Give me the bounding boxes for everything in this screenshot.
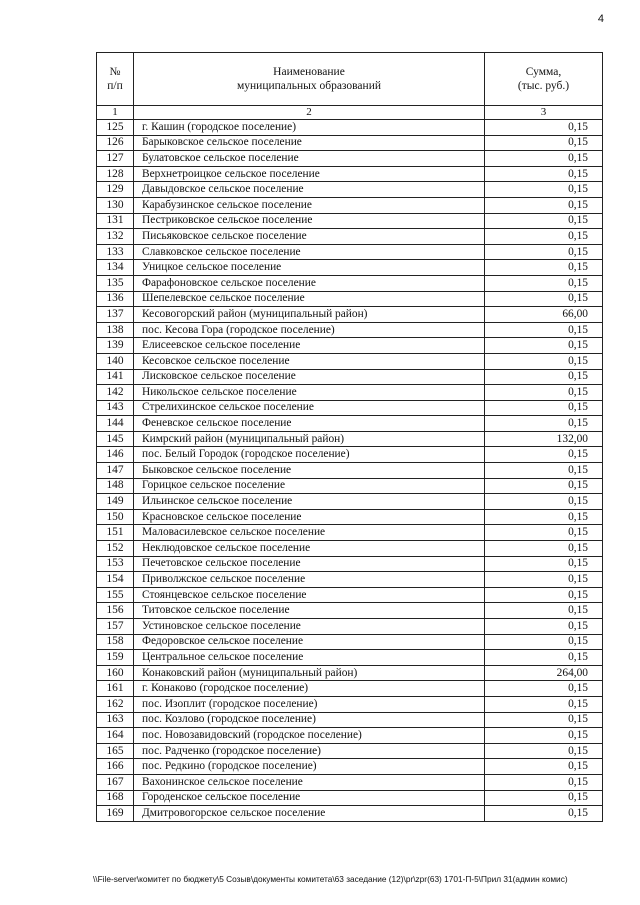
- row-number: 167: [97, 774, 134, 790]
- row-sum: 0,15: [485, 478, 603, 494]
- table-row: [97, 665, 603, 681]
- table-row: [97, 759, 603, 775]
- row-name: Давыдовское сельское поселение: [134, 182, 485, 198]
- row-number: 158: [97, 634, 134, 650]
- row-sum: 264,00: [485, 665, 603, 681]
- row-number: 163: [97, 712, 134, 728]
- row-sum: 0,15: [485, 774, 603, 790]
- table-row: [97, 541, 603, 557]
- header-name-line1: Наименование: [273, 66, 345, 78]
- table-row: [97, 712, 603, 728]
- row-number: 168: [97, 790, 134, 806]
- row-sum: 0,15: [485, 353, 603, 369]
- table-row: [97, 806, 603, 822]
- row-number: 126: [97, 135, 134, 151]
- row-number: 146: [97, 447, 134, 463]
- column-number-1: 1: [97, 106, 134, 120]
- row-name: Кесовское сельское поселение: [134, 353, 485, 369]
- row-number: 155: [97, 587, 134, 603]
- table-row: [97, 120, 603, 136]
- footer-file-path: \\File-server\комитет по бюджету\5 Созыв\документы комитета\63 заседание (12)\pr\zpr(63) 1701-П-5\Прил 31(админ комис): [93, 874, 568, 884]
- table-row: [97, 338, 603, 354]
- row-number: 138: [97, 322, 134, 338]
- row-name: Маловасилевское сельское поселение: [134, 525, 485, 541]
- row-number: 164: [97, 728, 134, 744]
- table-row: [97, 260, 603, 276]
- row-name: г. Кашин (городское поселение): [134, 120, 485, 136]
- table-row: [97, 587, 603, 603]
- row-sum: 0,15: [485, 525, 603, 541]
- row-number: 149: [97, 494, 134, 510]
- row-sum: 0,15: [485, 244, 603, 260]
- row-name: Карабузинское сельское поселение: [134, 197, 485, 213]
- table-row: [97, 416, 603, 432]
- row-number: 153: [97, 556, 134, 572]
- row-number: 147: [97, 463, 134, 479]
- row-name: Письяковское сельское поселение: [134, 229, 485, 245]
- table-row: [97, 681, 603, 697]
- row-number: 162: [97, 696, 134, 712]
- row-sum: 0,15: [485, 400, 603, 416]
- row-sum: 0,15: [485, 135, 603, 151]
- row-sum: 0,15: [485, 197, 603, 213]
- table-row: [97, 509, 603, 525]
- row-sum: 132,00: [485, 431, 603, 447]
- row-name: Конаковский район (муниципальный район): [134, 665, 485, 681]
- table-body: [97, 120, 603, 822]
- row-sum: 0,15: [485, 120, 603, 136]
- row-sum: 0,15: [485, 182, 603, 198]
- row-sum: 0,15: [485, 151, 603, 167]
- row-sum: 0,15: [485, 650, 603, 666]
- row-sum: 0,15: [485, 759, 603, 775]
- row-sum: 0,15: [485, 447, 603, 463]
- header-sum-line2: (тыс. руб.): [517, 80, 570, 92]
- header-sum: [485, 53, 603, 106]
- table-row: [97, 619, 603, 635]
- table-row: [97, 572, 603, 588]
- table-row: [97, 385, 603, 401]
- column-numbers-row: [97, 106, 603, 120]
- table-row: [97, 650, 603, 666]
- table-row: [97, 603, 603, 619]
- table-row: [97, 197, 603, 213]
- row-sum: 0,15: [485, 696, 603, 712]
- row-name: Кесовогорский район (муниципальный район): [134, 307, 485, 323]
- row-sum: 0,15: [485, 416, 603, 432]
- header-number-line2: п/п: [107, 80, 123, 92]
- row-number: 166: [97, 759, 134, 775]
- row-number: 140: [97, 353, 134, 369]
- row-number: 131: [97, 213, 134, 229]
- table-row: [97, 229, 603, 245]
- row-name: Федоровское сельское поселение: [134, 634, 485, 650]
- row-number: 132: [97, 229, 134, 245]
- row-sum: 0,15: [485, 603, 603, 619]
- row-name: пос. Кесова Гора (городское поселение): [134, 322, 485, 338]
- row-number: 145: [97, 431, 134, 447]
- table-row: [97, 322, 603, 338]
- table-row: [97, 447, 603, 463]
- row-name: Верхнетроицкое сельское поселение: [134, 166, 485, 182]
- table-row: [97, 478, 603, 494]
- row-sum: 66,00: [485, 307, 603, 323]
- row-number: 159: [97, 650, 134, 666]
- row-name: Дмитровогорское сельское поселение: [134, 806, 485, 822]
- row-number: 136: [97, 291, 134, 307]
- row-name: Фарафоновское сельское поселение: [134, 275, 485, 291]
- table-row: [97, 244, 603, 260]
- header-sum-line1: Сумма,: [525, 66, 562, 78]
- row-sum: 0,15: [485, 728, 603, 744]
- row-sum: 0,15: [485, 541, 603, 557]
- table-row: [97, 494, 603, 510]
- row-sum: 0,15: [485, 213, 603, 229]
- table-row: [97, 728, 603, 744]
- row-name: пос. Козлово (городское поселение): [134, 712, 485, 728]
- row-name: Неклюдовское сельское поселение: [134, 541, 485, 557]
- row-name: Пестриковское сельское поселение: [134, 213, 485, 229]
- row-number: 129: [97, 182, 134, 198]
- row-name: Горицкое сельское поселение: [134, 478, 485, 494]
- row-name: Барыковское сельское поселение: [134, 135, 485, 151]
- table-row: [97, 774, 603, 790]
- header-number-line1: №: [109, 66, 121, 78]
- row-name: Феневское сельское поселение: [134, 416, 485, 432]
- table-row: [97, 556, 603, 572]
- row-sum: 0,15: [485, 260, 603, 276]
- header-name: [134, 53, 485, 106]
- row-sum: 0,15: [485, 712, 603, 728]
- row-number: 130: [97, 197, 134, 213]
- table-row: [97, 135, 603, 151]
- row-sum: 0,15: [485, 634, 603, 650]
- row-name: Никольское сельское поселение: [134, 385, 485, 401]
- row-name: Лисковское сельское поселение: [134, 369, 485, 385]
- row-sum: 0,15: [485, 275, 603, 291]
- row-sum: 0,15: [485, 166, 603, 182]
- row-name: Устиновское сельское поселение: [134, 619, 485, 635]
- row-name: Красновское сельское поселение: [134, 509, 485, 525]
- table-row: [97, 790, 603, 806]
- row-name: Титовское сельское поселение: [134, 603, 485, 619]
- row-number: 137: [97, 307, 134, 323]
- row-name: Уницкое сельское поселение: [134, 260, 485, 276]
- table-row: [97, 291, 603, 307]
- row-name: пос. Белый Городок (городское поселение): [134, 447, 485, 463]
- row-number: 157: [97, 619, 134, 635]
- row-name: Стоянцевское сельское поселение: [134, 587, 485, 603]
- column-number-3: 3: [485, 106, 603, 120]
- table-row: [97, 431, 603, 447]
- row-number: 125: [97, 120, 134, 136]
- row-name: г. Конаково (городское поселение): [134, 681, 485, 697]
- table-row: [97, 696, 603, 712]
- row-sum: 0,15: [485, 369, 603, 385]
- table-row: [97, 463, 603, 479]
- row-number: 154: [97, 572, 134, 588]
- row-sum: 0,15: [485, 509, 603, 525]
- row-name: пос. Радченко (городское поселение): [134, 743, 485, 759]
- row-name: Вахонинское сельское поселение: [134, 774, 485, 790]
- row-name: Кимрский район (муниципальный район): [134, 431, 485, 447]
- table-row: [97, 743, 603, 759]
- row-name: Приволжское сельское поселение: [134, 572, 485, 588]
- row-number: 169: [97, 806, 134, 822]
- row-name: Елисеевское сельское поселение: [134, 338, 485, 354]
- row-name: пос. Редкино (городское поселение): [134, 759, 485, 775]
- table-row: [97, 525, 603, 541]
- row-number: 151: [97, 525, 134, 541]
- row-number: 139: [97, 338, 134, 354]
- page-number: 4: [597, 13, 604, 25]
- row-sum: 0,15: [485, 806, 603, 822]
- row-number: 160: [97, 665, 134, 681]
- row-number: 128: [97, 166, 134, 182]
- row-name: пос. Новозавидовский (городское поселение): [134, 728, 485, 744]
- table-row: [97, 634, 603, 650]
- row-name: пос. Изоплит (городское поселение): [134, 696, 485, 712]
- row-sum: 0,15: [485, 494, 603, 510]
- row-sum: 0,15: [485, 681, 603, 697]
- row-sum: 0,15: [485, 338, 603, 354]
- row-number: 152: [97, 541, 134, 557]
- table-row: [97, 151, 603, 167]
- header-number: [97, 53, 134, 106]
- column-number-2: 2: [134, 106, 485, 120]
- table-row: [97, 275, 603, 291]
- row-sum: 0,15: [485, 790, 603, 806]
- table-row: [97, 353, 603, 369]
- row-sum: 0,15: [485, 556, 603, 572]
- row-number: 148: [97, 478, 134, 494]
- row-number: 127: [97, 151, 134, 167]
- table-row: [97, 166, 603, 182]
- row-number: 133: [97, 244, 134, 260]
- row-number: 141: [97, 369, 134, 385]
- table-row: [97, 400, 603, 416]
- row-number: 161: [97, 681, 134, 697]
- municipal-table: [96, 52, 603, 822]
- row-sum: 0,15: [485, 619, 603, 635]
- row-name: Стрелихинское сельское поселение: [134, 400, 485, 416]
- table-row: [97, 213, 603, 229]
- row-sum: 0,15: [485, 463, 603, 479]
- row-number: 144: [97, 416, 134, 432]
- row-name: Печетовское сельское поселение: [134, 556, 485, 572]
- row-name: Центральное сельское поселение: [134, 650, 485, 666]
- row-name: Шепелевское сельское поселение: [134, 291, 485, 307]
- row-sum: 0,15: [485, 322, 603, 338]
- table-row: [97, 182, 603, 198]
- table-row: [97, 307, 603, 323]
- row-number: 156: [97, 603, 134, 619]
- row-number: 134: [97, 260, 134, 276]
- row-name: Булатовское сельское поселение: [134, 151, 485, 167]
- row-sum: 0,15: [485, 385, 603, 401]
- row-name: Ильинское сельское поселение: [134, 494, 485, 510]
- row-sum: 0,15: [485, 572, 603, 588]
- row-number: 143: [97, 400, 134, 416]
- row-name: Быковское сельское поселение: [134, 463, 485, 479]
- row-number: 142: [97, 385, 134, 401]
- table-row: [97, 369, 603, 385]
- row-sum: 0,15: [485, 291, 603, 307]
- row-sum: 0,15: [485, 587, 603, 603]
- row-name: Городенское сельское поселение: [134, 790, 485, 806]
- row-sum: 0,15: [485, 229, 603, 245]
- header-name-line2: муниципальных образований: [236, 80, 382, 92]
- row-number: 135: [97, 275, 134, 291]
- row-number: 150: [97, 509, 134, 525]
- row-number: 165: [97, 743, 134, 759]
- row-name: Славковское сельское поселение: [134, 244, 485, 260]
- row-sum: 0,15: [485, 743, 603, 759]
- table-header-row: [97, 53, 603, 106]
